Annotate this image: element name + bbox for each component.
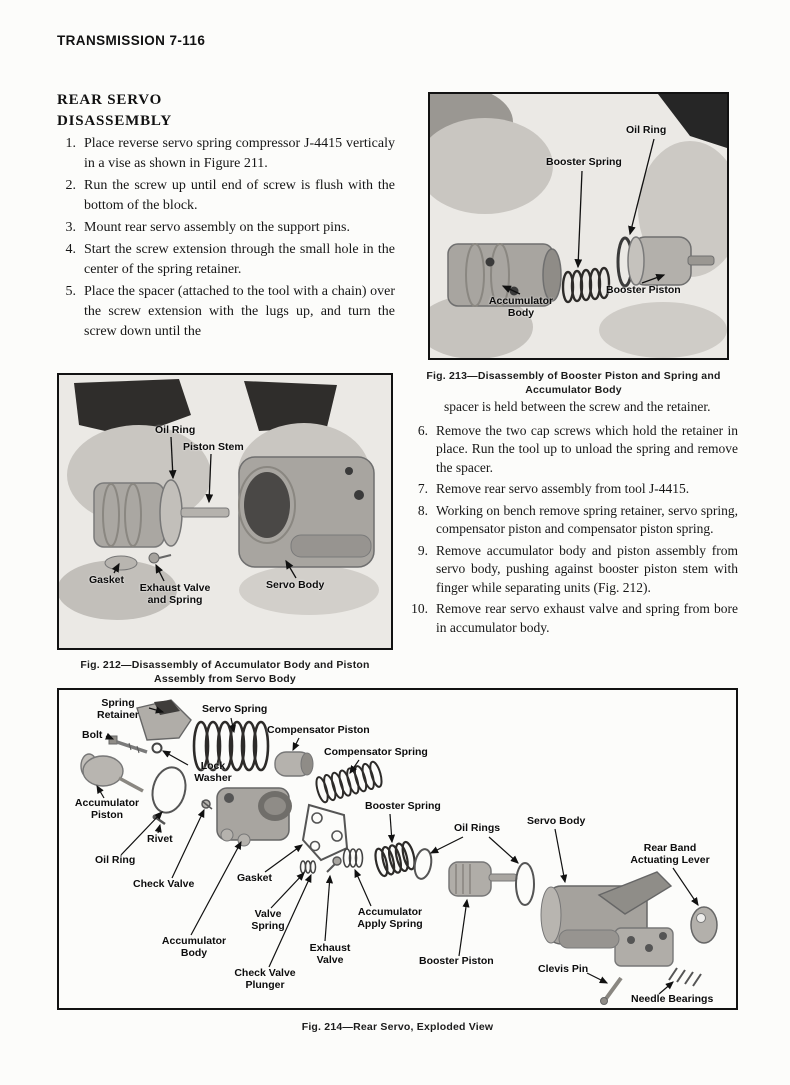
part-label-bolt: Bolt [82,729,103,741]
part-label-oil-rings: Oil Rings [454,822,501,834]
part-label-oil-ring: Oil Ring [626,124,667,136]
step-item [57,282,395,342]
step-text: Remove rear servo exhaust valve and spring from bore in accumulator body. [436,601,738,635]
part-label-oil-ring: Oil Ring [155,424,196,436]
step-item [57,134,395,174]
part-label-exhaust-valve: Exhaust Valve [309,942,351,966]
section-title-line2: DISASSEMBLY [57,113,172,129]
step-item [409,480,738,499]
part-label-spring-retainer: Spring Retainer [96,697,139,721]
part-label-rivet: Rivet [147,833,173,845]
step-text: Remove the two cap screws which hold the retainer in place. Run the tool up to unload the spring and remove the spacer. [436,422,738,475]
step-text: Place the spacer (attached to the tool with a chain) over the screw extension with the lugs up, and turn the screw down until the [84,284,395,339]
part-label-lock-washer: Lock Washer [194,760,232,784]
step-text: Start the screw extension through the small hole in the center of the spring retainer. [84,242,395,277]
part-label-exhaust-valve-and-spring: Exhaust Valve and Spring [139,582,211,606]
step-item [57,176,395,216]
figure-212-caption: Fig. 212—Disassembly of Accumulator Body and Piston Assembly from Servo Body [80,659,370,685]
step-number: 7. [417,481,428,496]
figure-214-caption: Fig. 214—Rear Servo, Exploded View [301,1021,494,1033]
part-label-accumulator-apply-spring: Accumulator Apply Spring [357,906,423,930]
part-label-gasket: Gasket [89,574,125,586]
left-column [57,134,395,344]
figure-212 [57,373,393,650]
step-text: Working on bench remove spring retainer, servo spring, compensator piston and compensator piston spring. [436,502,738,536]
step-item [409,422,738,478]
step-number: 3. [65,220,76,235]
right-column [409,398,738,640]
part-label-booster-piston: Booster Piston [606,284,681,296]
step-number: 5. [65,284,76,299]
part-label-compensator-spring: Compensator Spring [324,746,428,758]
step-number: 1. [65,136,76,151]
part-label-check-valve: Check Valve [133,878,195,890]
page-header: TRANSMISSION 7-116 [57,33,206,48]
part-label-booster-piston: Booster Piston [419,955,494,967]
figure-213 [428,92,729,360]
part-label-booster-spring: Booster Spring [365,800,441,812]
section-title [57,90,172,132]
part-label-gasket: Gasket [237,872,273,884]
figure-213-caption: Fig. 213—Disassembly of Booster Piston and Spring and Accumulator Body [426,370,721,396]
step-item [57,218,395,238]
part-label-booster-spring: Booster Spring [546,156,622,168]
step-text: Mount rear servo assembly on the support pins. [84,220,350,235]
step-number: 6. [417,422,428,438]
step-number: 2. [65,178,76,193]
step-number: 8. [417,502,428,518]
part-label-check-valve-plunger: Check Valve Plunger [234,967,296,991]
part-label-piston-stem: Piston Stem [183,441,244,453]
part-label-accumulator-body: Accumulator Body [488,295,554,319]
part-label-valve-spring: Valve Spring [251,908,285,932]
step-text: Place reverse servo spring compressor J-4415 verticaly in a vise as shown in Figure 211. [84,136,395,171]
rear-band-actuating-lever-drawing [691,907,717,943]
compensator-piston-drawing [275,752,313,776]
figure-213-illustration [430,94,727,358]
part-label-accumulator-piston: Accumulator Piston [74,797,140,821]
servo-body-drawing [239,457,374,567]
continuation-paragraph: spacer is held between the screw and the retainer. [444,399,711,414]
part-label-servo-body: Servo Body [266,579,325,591]
section-title-line1: REAR SERVO [57,92,163,108]
step-number: 10. [411,601,428,616]
step-text: Remove rear servo assembly from tool J-4415. [436,481,690,496]
part-label-rear-band-actuating-lever: Rear Band Actuating Lever [630,842,710,866]
part-label-servo-body: Servo Body [527,815,586,827]
figure-214 [57,688,738,1010]
step-text: Remove accumulator body and piston assembly from servo body, pushing against booster piston stem with finger while separating units (Fig. 212). [436,542,738,595]
step-item [57,240,395,280]
step-item [409,542,738,598]
step-text: Run the screw up until end of screw is flush with the bottom of the block. [84,178,395,213]
part-label-needle-bearings: Needle Bearings [631,993,714,1005]
part-label-servo-spring: Servo Spring [202,703,268,715]
part-label-compensator-piston: Compensator Piston [267,724,370,736]
part-label-accumulator-body: Accumulator Body [161,935,227,959]
part-label-oil-ring: Oil Ring [95,854,136,866]
step-number: 9. [417,542,428,558]
figure-212-illustration [59,375,391,648]
step-item [409,502,738,539]
part-label-clevis-pin: Clevis Pin [538,963,589,975]
step-number: 4. [65,242,76,257]
accumulator-body-drawing [217,788,292,846]
step-item [409,600,738,637]
